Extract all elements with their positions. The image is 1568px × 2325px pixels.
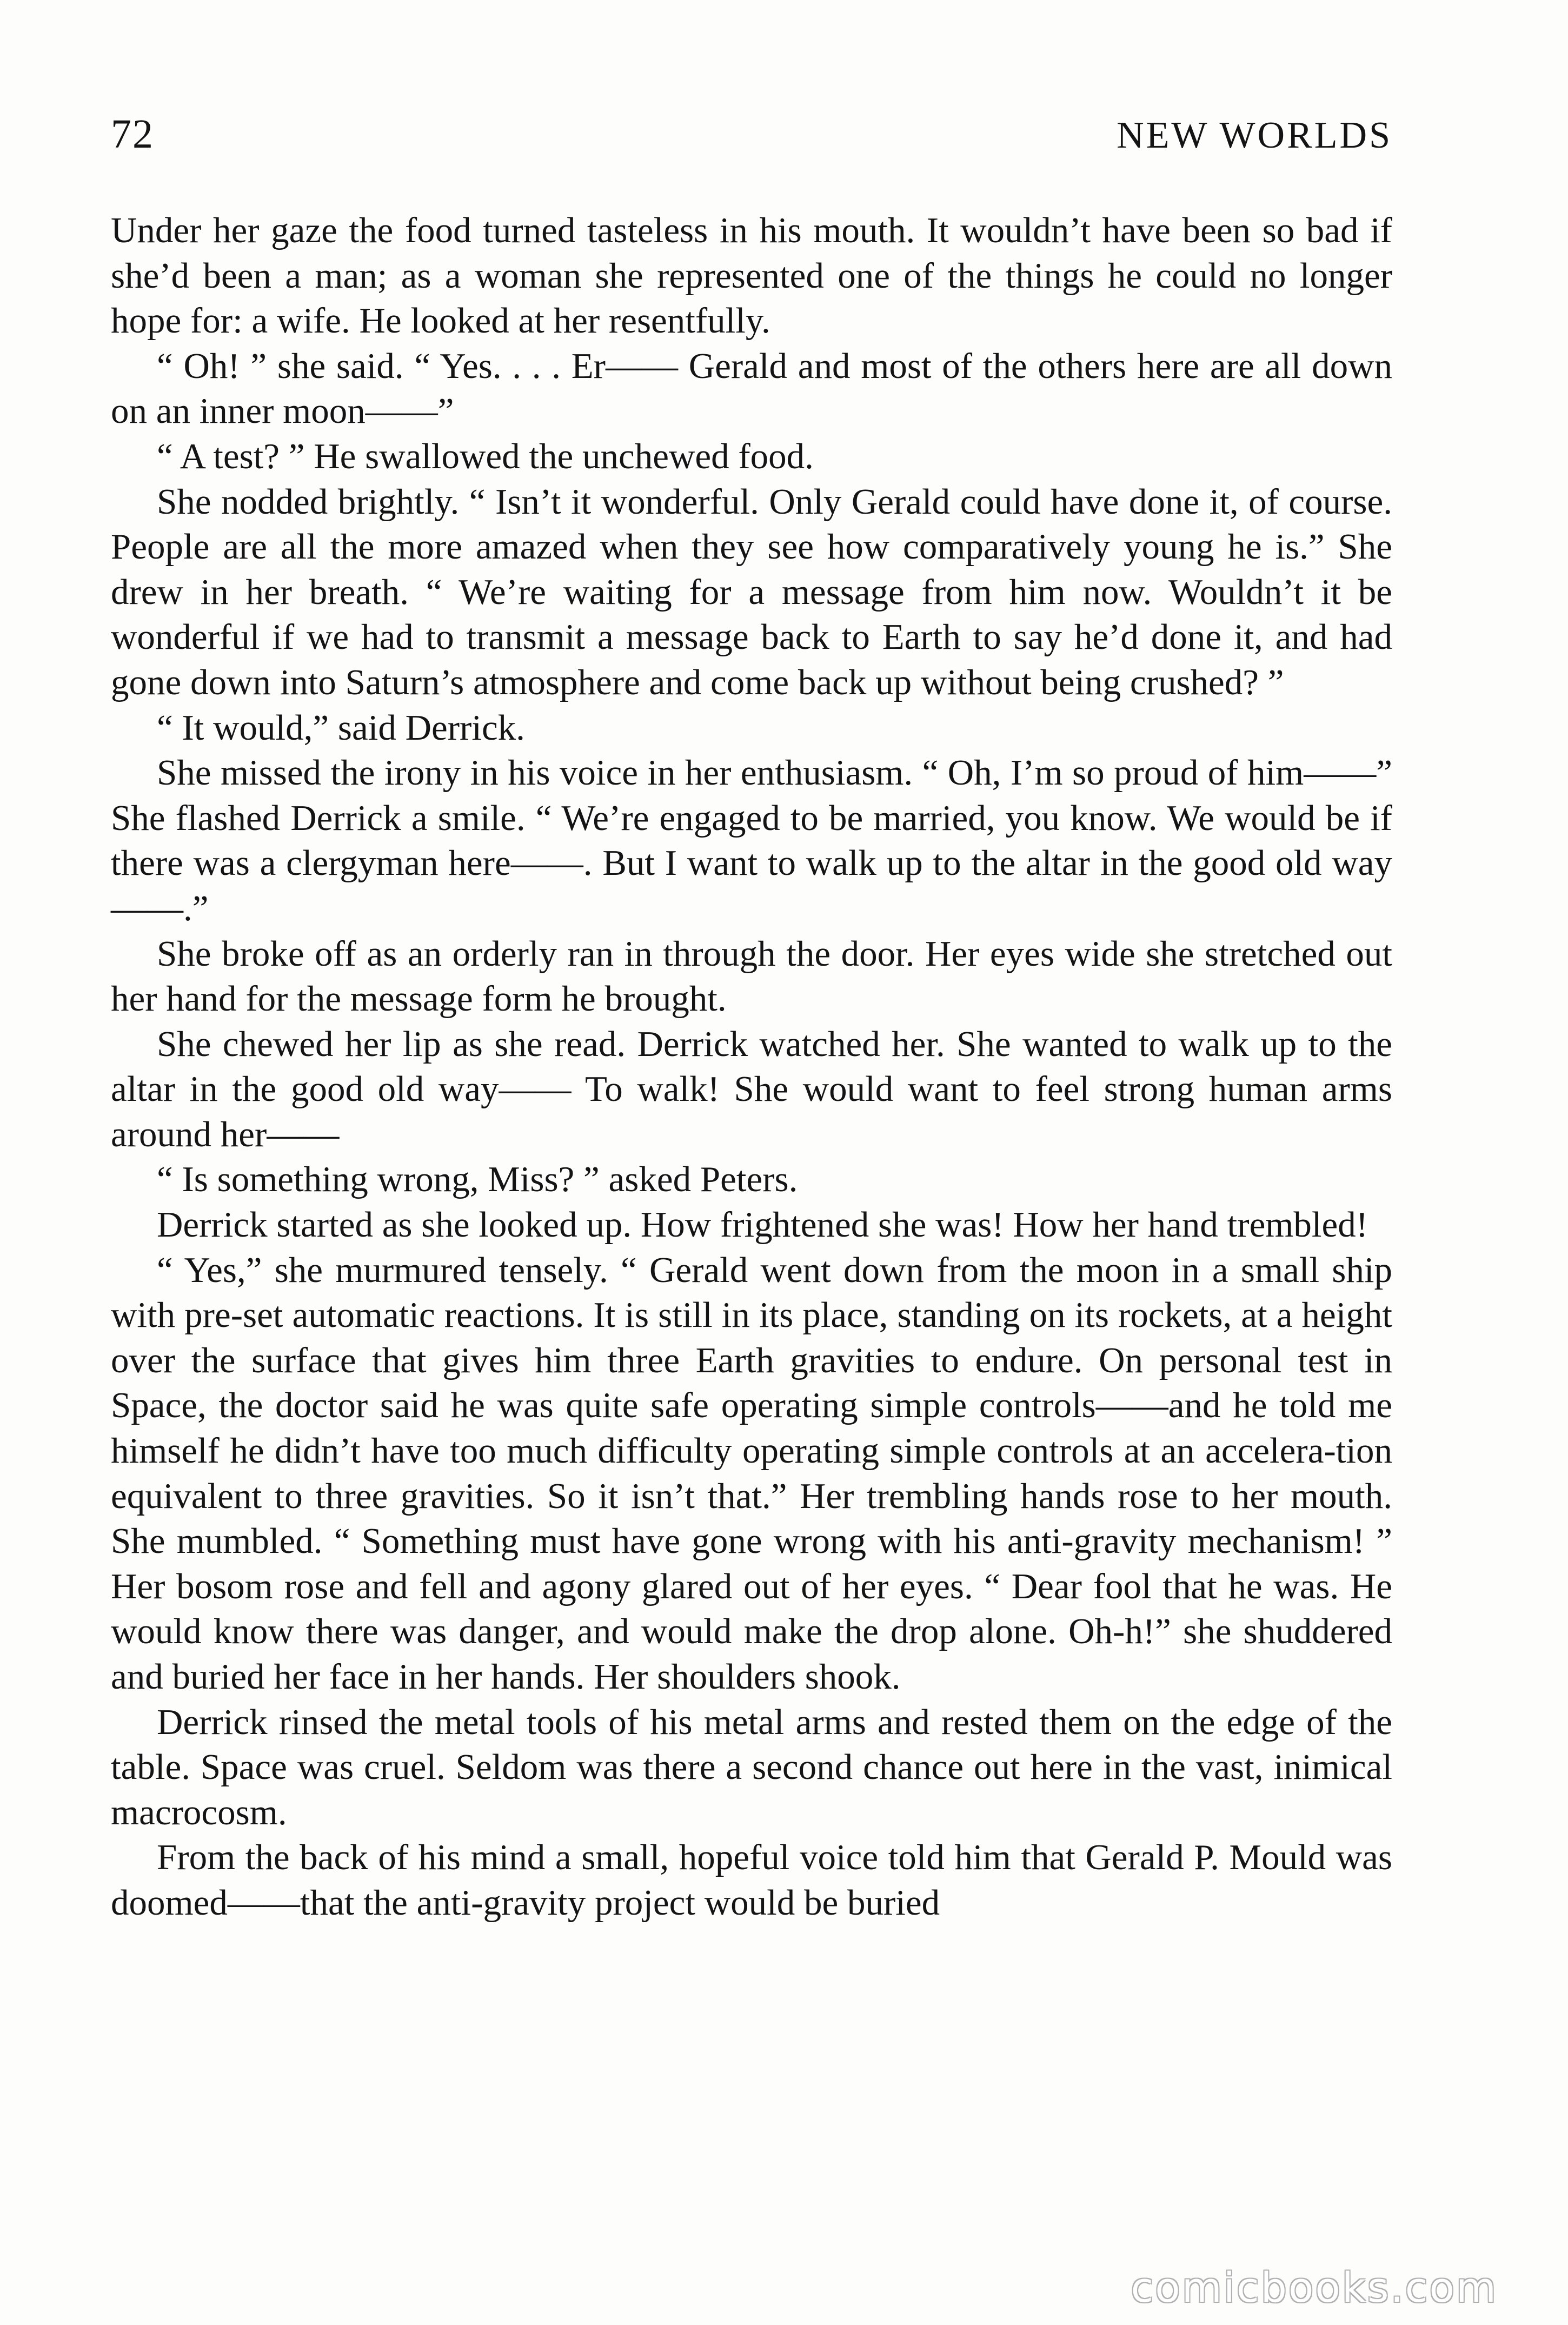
paragraph-2: “ Oh! ” she said. “ Yes. . . . Er—— Gerald and most of the others here are all down on an inner moon——”: [111, 346, 1392, 431]
running-title: NEW WORLDS: [1117, 115, 1392, 156]
running-head: [111, 111, 1392, 170]
paragraph-3: “ A test? ” He swallowed the unchewed food.: [157, 436, 814, 476]
paragraph-5: “ It would,” said Derrick.: [157, 707, 525, 748]
paragraph-1: Under her gaze the food turned tasteless in his mouth. It wouldn’t have been so bad if she’d been a man; as a woman she represented one of the things he could no longer hope for: a wife. He looked at her resentfully.: [111, 210, 1392, 341]
paragraph-11: “ Yes,” she murmured tensely. “ Gerald went down from the moon in a small ship with pre-set automatic reactions. It is still in its place, standing on its rockets, at a height over the surface that gives him three Earth gravities to endure. On personal test in Space, the doctor said he was quite safe operating simple controls——and he told me himself he didn’t have too much difficulty operating simple controls at an accelera-tion equivalent to three gravities. So it isn’t that.” Her trembling hands rose to her mouth. She mumbled. “ Something must have gone wrong with his anti-gravity mechanism! ” Her bosom rose and fell and agony glared out of her eyes. “ Dear fool that he was. He would know there was danger, and would make the drop alone. Oh-h!” she shuddered and buried her face in her hands. Her shoulders shook.: [111, 1250, 1392, 1697]
paragraph-12: Derrick rinsed the metal tools of his metal arms and rested them on the edge of the table. Space was cruel. Seldom was there a second chance out here in the vast, inimical macrocosm.: [111, 1702, 1392, 1832]
paragraph-4: She nodded brightly. “ Isn’t it wonderful. Only Gerald could have done it, of course. People are all the more amazed when they see how comparatively young he is.” She drew in her breath. “ We’re waiting for a message from him now. Wouldn’t it be wonderful if we had to transmit a message back to Earth to say he’d done it, and had gone down into Saturn’s atmosphere and come back up without being crushed? ”: [111, 481, 1392, 702]
paragraph-7: She broke off as an orderly ran in through the door. Her eyes wide she stretched out her hand for the message form he brought.: [111, 933, 1392, 1019]
paragraph-8: She chewed her lip as she read. Derrick watched her. She wanted to walk up to the altar in the good old way—— To walk! She would want to feel strong human arms around her——: [111, 1024, 1392, 1154]
paragraph-9: “ Is something wrong, Miss? ” asked Peters.: [157, 1159, 798, 1200]
paragraph-10: Derrick started as she looked up. How frightened she was! How her hand trembled!: [157, 1205, 1368, 1245]
paragraph-13: From the back of his mind a small, hopeful voice told him that Gerald P. Mould was doomed——that the anti-gravity project would be buried: [111, 1837, 1392, 1923]
body-text: [111, 208, 1392, 1926]
paragraph-6: She missed the irony in his voice in her enthusiasm. “ Oh, I’m so proud of him——” She flashed Derrick a smile. “ We’re engaged to be married, you know. We would be if there was a clergyman here——. But I want to walk up to the altar in the good old way——.”: [111, 753, 1392, 928]
watermark: comicbooks.com: [1131, 2263, 1498, 2311]
page-number: 72: [111, 111, 154, 157]
